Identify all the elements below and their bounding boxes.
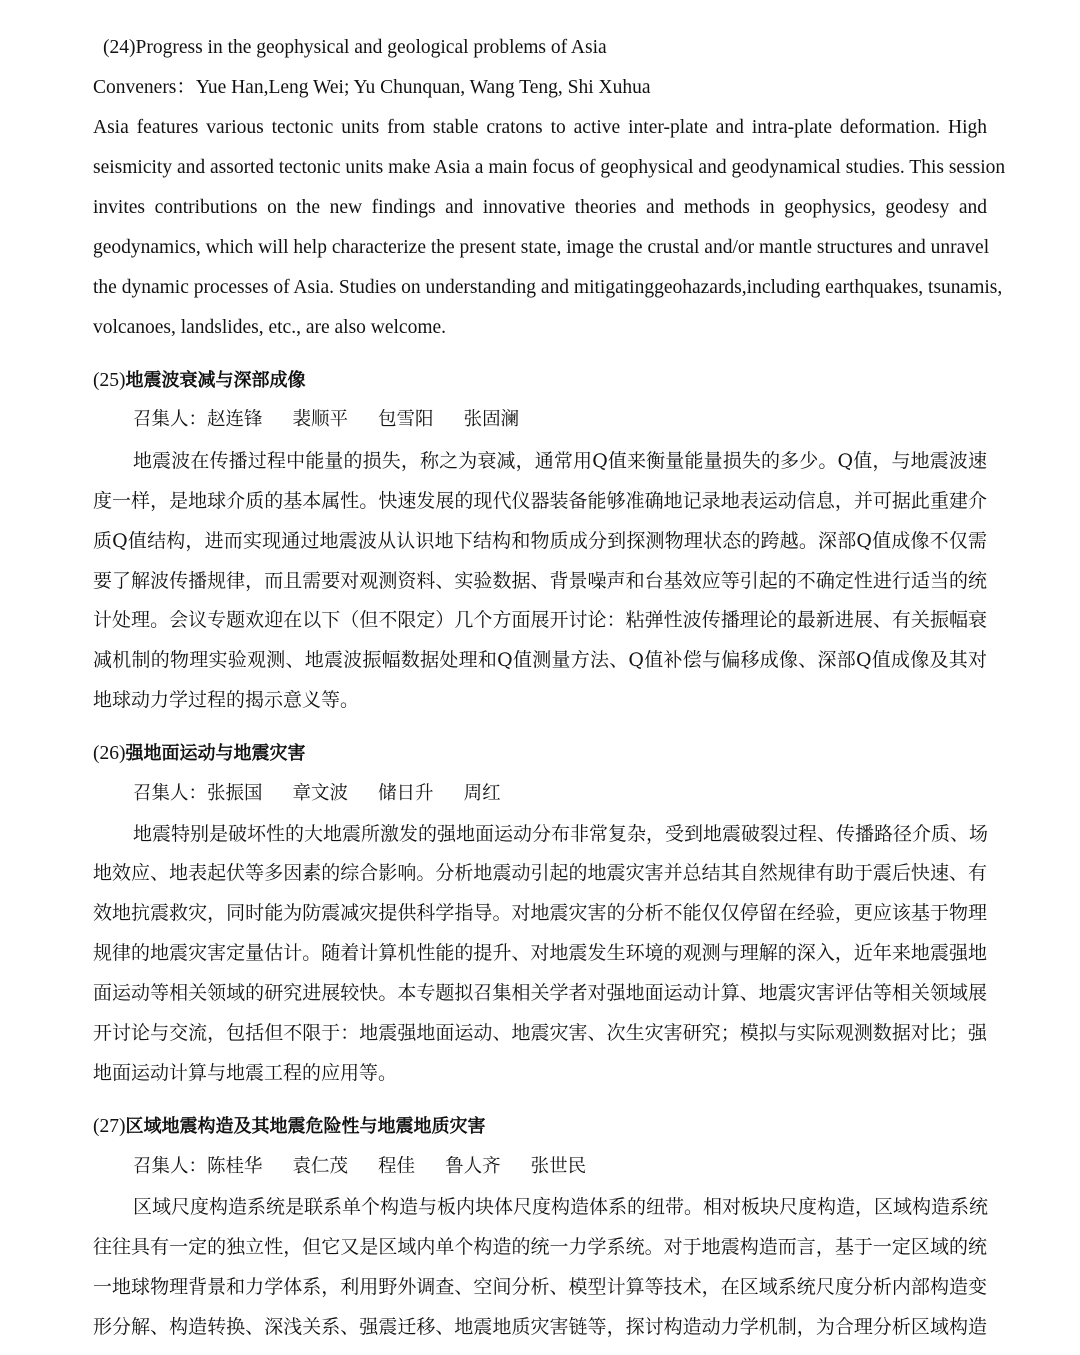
convener-name: 程佳 — [378, 1156, 416, 1177]
convener-name: 袁仁茂 — [292, 1156, 349, 1177]
conveners-label: 召集人： — [133, 783, 208, 804]
convener-name: 包雪阳 — [378, 409, 434, 430]
session-26-paragraph-line: 地面运动计算与地震工程的应用等。 — [93, 1062, 398, 1084]
session-24-paragraph-line: geodynamics, which will help characterize the present state, image the crustal and/or mantle structures and unravel — [93, 237, 990, 258]
session-25-number: (25) — [93, 370, 126, 391]
session-26-number: (26) — [93, 743, 126, 764]
session-25-paragraph-line: 减机制的物理实验观测、地震波振幅数据处理和Q值测量方法、Q值补偿与偏移成像、深部Q值成像及其对 — [93, 649, 987, 671]
session-27-heading — [93, 1114, 486, 1140]
session-27-paragraph-line: 形分解、构造转换、深浅关系、强震迁移、地震地质灾害链等，探讨构造动力学机制，为合理分析区域构造 — [93, 1316, 987, 1338]
session-25-paragraph-line: 地球动力学过程的揭示意义等。 — [93, 689, 360, 711]
session-25-paragraph-line: 度一样，是地球介质的基本属性。快速发展的现代仪器装备能够准确地记录地表运动信息，并可据此重建介 — [93, 490, 987, 512]
convener-name: 陈桂华 — [207, 1156, 263, 1177]
session-24-paragraph-line: invites contributions on the new findings and innovative theories and methods in geophysics, geodesy and — [93, 197, 987, 218]
session-24-title: (24)Progress in the geophysical and geological problems of Asia — [103, 37, 607, 58]
session-26-conveners — [133, 781, 531, 807]
session-26-paragraph-line: 规律的地震灾害定量估计。随着计算机性能的提升、对地震发生环境的观测与理解的深入，近年来地震强地 — [93, 942, 987, 964]
session-24-paragraph-line: seismicity and assorted tectonic units make Asia a main focus of geophysical and geodynamical studies. This session — [93, 157, 1006, 178]
convener-name: 张世民 — [530, 1156, 587, 1177]
convener-name: 周红 — [463, 783, 501, 804]
session-24-paragraph-line: volcanoes, landslides, etc., are also welcome. — [93, 317, 447, 338]
session-26-paragraph-line: 开讨论与交流，包括但不限于：地震强地面运动、地震灾害、次生灾害研究；模拟与实际观测数据对比；强 — [93, 1022, 987, 1044]
session-26-paragraph-line: 效地抗震救灾，同时能为防震减灾提供科学指导。对地震灾害的分析不能仅仅停留在经验，更应该基于物理 — [93, 902, 987, 924]
session-27-conveners — [133, 1154, 616, 1180]
session-25-paragraph-line: 要了解波传播规律，而且需要对观测资料、实验数据、背景噪声和台基效应等引起的不确定性进行适当的统 — [93, 570, 987, 592]
session-27-number: (27) — [93, 1116, 126, 1137]
session-26-paragraph-line: 面运动等相关领域的研究进展较快。本专题拟召集相关学者对强地面运动计算、地震灾害评估等相关领域展 — [93, 982, 987, 1004]
session-25-paragraph-line: 计处理。会议专题欢迎在以下（但不限定）几个方面展开讨论：粘弹性波传播理论的最新进展、有关振幅衰 — [93, 609, 987, 631]
session-26-paragraph-line: 地震特别是破坏性的大地震所激发的强地面运动分布非常复杂，受到地震破裂过程、传播路径介质、场 — [133, 823, 989, 845]
convener-name: 张振国 — [207, 783, 263, 804]
session-27-paragraph-line: 区域尺度构造系统是联系单个构造与板内块体尺度构造体系的纽带。相对板块尺度构造，区域构造系统 — [133, 1196, 989, 1218]
session-25-heading — [93, 368, 306, 394]
conveners-label: 召集人： — [133, 409, 208, 430]
convener-name: 章文波 — [292, 783, 349, 804]
session-27-paragraph-line: 一地球物理背景和力学体系，利用野外调查、空间分析、模型计算等技术，在区域系统尺度分析内部构造变 — [93, 1276, 987, 1298]
session-25-title: 地震波衰减与深部成像 — [125, 370, 306, 391]
session-26-heading — [93, 741, 306, 767]
session-24-paragraph-line: the dynamic processes of Asia. Studies on understanding and mitigatinggeohazards,including earthquakes, tsunamis, — [93, 277, 1003, 298]
convener-name: 赵连锋 — [207, 409, 263, 430]
session-25-paragraph-line: 质Q值结构，进而实现通过地震波从认识地下结构和物质成分到探测物理状态的跨越。深部Q值成像不仅需 — [93, 530, 987, 552]
session-24-paragraph-line: Asia features various tectonic units from stable cratons to active inter-plate and intra-plate deformation. High — [93, 117, 987, 138]
convener-name: 鲁人齐 — [445, 1156, 501, 1177]
convener-name: 张固澜 — [463, 409, 520, 430]
session-24-conveners: Conveners：Yue Han,Leng Wei; Yu Chunquan, Wang Teng, Shi Xuhua — [93, 77, 651, 98]
session-26-paragraph-line: 地效应、地表起伏等多因素的综合影响。分析地震动引起的地震灾害并总结其自然规律有助于震后快速、有 — [93, 862, 987, 884]
session-25-conveners — [133, 407, 549, 433]
session-27-title: 区域地震构造及其地震危险性与地震地质灾害 — [125, 1116, 486, 1137]
convener-name: 裴顺平 — [292, 409, 349, 430]
session-26-title: 强地面运动与地震灾害 — [125, 743, 306, 764]
conveners-label: 召集人： — [133, 1156, 208, 1177]
convener-name: 储日升 — [378, 783, 434, 804]
session-25-paragraph-line: 地震波在传播过程中能量的损失，称之为衰减，通常用Q值来衡量能量损失的多少。Q值，与地震波速 — [133, 450, 987, 472]
session-27-paragraph-line: 往往具有一定的独立性，但它又是区域内单个构造的统一力学系统。对于地震构造而言，基于一定区域的统 — [93, 1236, 987, 1258]
